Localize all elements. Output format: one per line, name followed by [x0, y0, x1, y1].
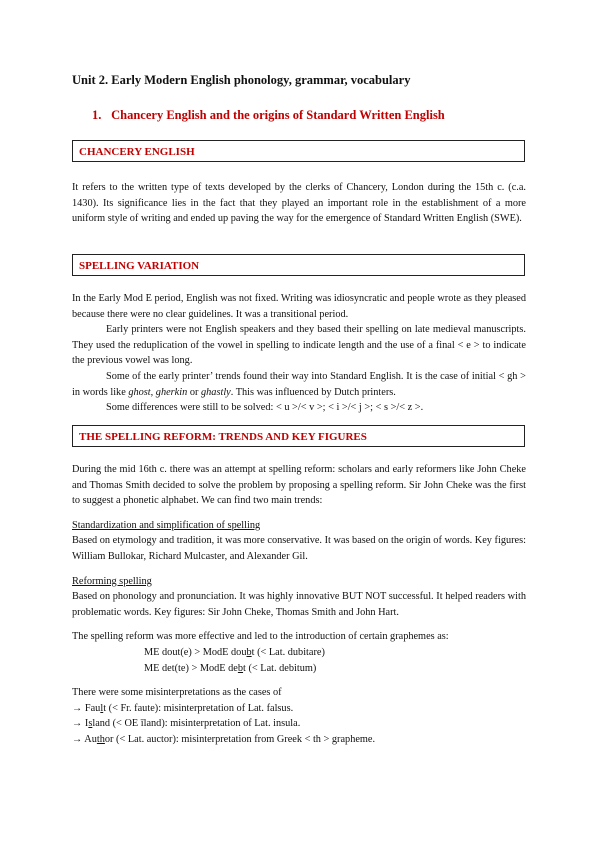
- underlined-letter: th: [96, 733, 105, 745]
- text-span: t (< Fr. faute): misinterpretation of Lat. falsus.: [103, 702, 294, 714]
- example-words: ghost, gherkin: [128, 386, 188, 398]
- text-span: or: [187, 386, 201, 398]
- text-span: → I: [72, 718, 89, 730]
- text-span: t (< Lat. debitum): [243, 662, 317, 674]
- example-doubt: [72, 645, 526, 661]
- text-span: or (< Lat. auctor): misinterpretation from Greek < th > grapheme.: [104, 733, 376, 745]
- misinterpretation-island: [72, 716, 526, 732]
- section-title-text: Chancery English and the origins of Standard Written English: [111, 108, 445, 122]
- spelling-reform-text: [72, 462, 526, 748]
- text-span: . This was influenced by Dutch printers.: [230, 386, 396, 398]
- spelling-paragraph-2: Early printers were not English speakers and they based their spelling on late medieval manuscripts. They used the reduplication of the vowel in spelling to indicate length and the use of a final < e > to indicate the previous vowel was long.: [72, 324, 526, 367]
- section-title: [92, 108, 532, 123]
- chancery-paragraph: It refers to the written type of texts developed by the clerks of Chancery, London during the 15th c. (c.a. 1430). Its significance lies in the fact that they played an important role in the establishment of a more uniform style of writing and ended up paving the way for the emergence of Standard Written English (SWE).: [72, 182, 526, 225]
- section-number: 1.: [92, 108, 102, 122]
- heading-box-spelling-variation: SPELLING VARIATION: [72, 254, 525, 276]
- trend-2-heading: Reforming spelling: [72, 575, 152, 587]
- text-span: → Au: [72, 733, 97, 745]
- text-span: ME dout(e) > ModE dou: [144, 646, 247, 658]
- text-span: Some of the early printer’ trends found their way into Standard English. It is the case of initial < gh > in words like: [72, 370, 526, 398]
- heading-box-chancery: CHANCERY ENGLISH: [72, 140, 525, 162]
- misinterpretations-intro: There were some misinterpretations as the cases of: [72, 687, 282, 699]
- misinterpretation-author: [72, 732, 526, 748]
- spelling-paragraph-1: In the Early Mod E period, English was not fixed. Writing was idiosyncratic and people wrote as they pleased because there were no clear guidelines. It was a transitional period.: [72, 293, 526, 320]
- text-span: land (< OE īland): misinterpretation of Lat. insula.: [92, 718, 301, 730]
- underlined-letter: s: [88, 718, 93, 730]
- underlined-letter: b: [237, 662, 244, 674]
- heading-box-spelling-reform: THE SPELLING REFORM: TRENDS AND KEY FIGURES: [72, 425, 525, 447]
- text-span: t (< Lat. dubitare): [251, 646, 325, 658]
- trend-1-text: Based on etymology and tradition, it was more conservative. It was based on the origin of words. Key figures: William Bullokar, Richard Mulcaster, and Alexander Gil.: [72, 535, 526, 562]
- trend-1-heading: Standardization and simplification of spelling: [72, 519, 261, 531]
- spelling-paragraph-4: Some differences were still to be solved: < u >/< v >; < i >/< j >; < s >/< z >.: [106, 402, 424, 414]
- unit-title: Unit 2. Early Modern English phonology, grammar, vocabulary: [72, 73, 411, 87]
- underlined-letter: l: [100, 702, 104, 714]
- reform-paragraph-2: The spelling reform was more effective and led to the introduction of certain graphemes as:: [72, 631, 449, 643]
- text-span: ME det(te) > ModE de: [144, 662, 238, 674]
- spelling-paragraph-3: [72, 369, 526, 400]
- misinterpretation-fault: [72, 701, 526, 717]
- trend-2-text: Based on phonology and pronunciation. It was highly innovative BUT NOT successful. It helped readers with problematic words. Key figures: Sir John Cheke, Thomas Smith and John Hart.: [72, 591, 526, 618]
- underlined-letter: b: [246, 646, 252, 658]
- spelling-variation-text: [72, 291, 526, 416]
- reform-paragraph-1: During the mid 16th c. there was an attempt at spelling reform: scholars and early reformers like John Cheke and Thomas Smith decided to solve the problem by proposing a spelling reform. Sir John Cheke was the first to suggest a phonetic alphabet. We can find two main trends:: [72, 464, 526, 507]
- example-debt: [72, 661, 526, 677]
- text-span: → Fau: [72, 702, 101, 714]
- example-word: ghastly: [201, 386, 231, 398]
